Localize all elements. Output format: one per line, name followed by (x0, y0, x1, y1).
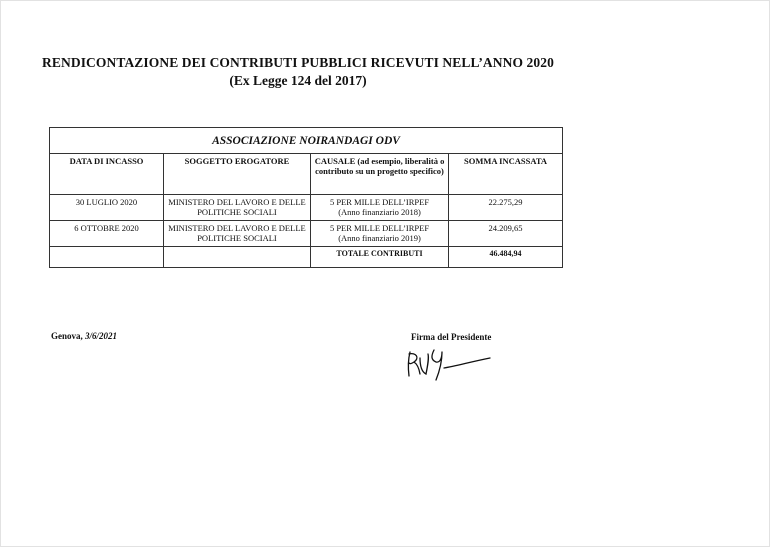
place: Genova, (51, 331, 83, 341)
signature-mark (398, 346, 508, 386)
total-label: TOTALE CONTRIBUTI (311, 247, 449, 268)
header-amount: SOMMA INCASSATA (449, 154, 563, 195)
entity-line: POLITICHE SOCIALI (197, 233, 277, 243)
row-date: 6 OTTOBRE 2020 (50, 221, 164, 247)
entity-line: MINISTERO DEL LAVORO E DELLE (168, 197, 306, 207)
signature-label: Firma del Presidente (411, 332, 492, 342)
row-entity (164, 221, 311, 247)
entity-line: MINISTERO DEL LAVORO E DELLE (168, 223, 306, 233)
document-subtitle: (Ex Legge 124 del 2017) (229, 73, 367, 88)
empty-cell (164, 247, 311, 268)
header-reason: CAUSALE (ad esempio, liberalità o contributo su un progetto specifico) (311, 154, 449, 195)
row-reason (311, 221, 449, 247)
header-entity: SOGGETTO EROGATORE (164, 154, 311, 195)
empty-cell (50, 247, 164, 268)
table-row (50, 195, 563, 221)
row-entity (164, 195, 311, 221)
header-row (50, 154, 563, 195)
contributions-table (49, 127, 563, 268)
row-amount: 24.209,65 (449, 221, 563, 247)
header-date: DATA DI INCASSO (50, 154, 164, 195)
document-title: RENDICONTAZIONE DEI CONTRIBUTI PUBBLICI RICEVUTI NELL’ANNO 2020 (42, 55, 554, 70)
table-row (50, 221, 563, 247)
signature-date: 3/6/2021 (85, 331, 118, 341)
reason-line: (Anno finanziario 2019) (338, 233, 421, 243)
association-name: ASSOCIAZIONE NOIRANDAGI ODV (50, 128, 563, 154)
row-reason (311, 195, 449, 221)
reason-line: 5 PER MILLE DELL’IRPEF (329, 197, 430, 207)
row-amount: 22.275,29 (449, 195, 563, 221)
reason-line: (Anno finanziario 2018) (338, 207, 421, 217)
place-date (51, 331, 117, 341)
row-date: 30 LUGLIO 2020 (50, 195, 164, 221)
association-row (50, 128, 563, 154)
reason-line: 5 PER MILLE DELL’IRPEF (329, 223, 430, 233)
total-row (50, 247, 563, 268)
total-value: 46.484,94 (449, 247, 563, 268)
entity-line: POLITICHE SOCIALI (197, 207, 277, 217)
